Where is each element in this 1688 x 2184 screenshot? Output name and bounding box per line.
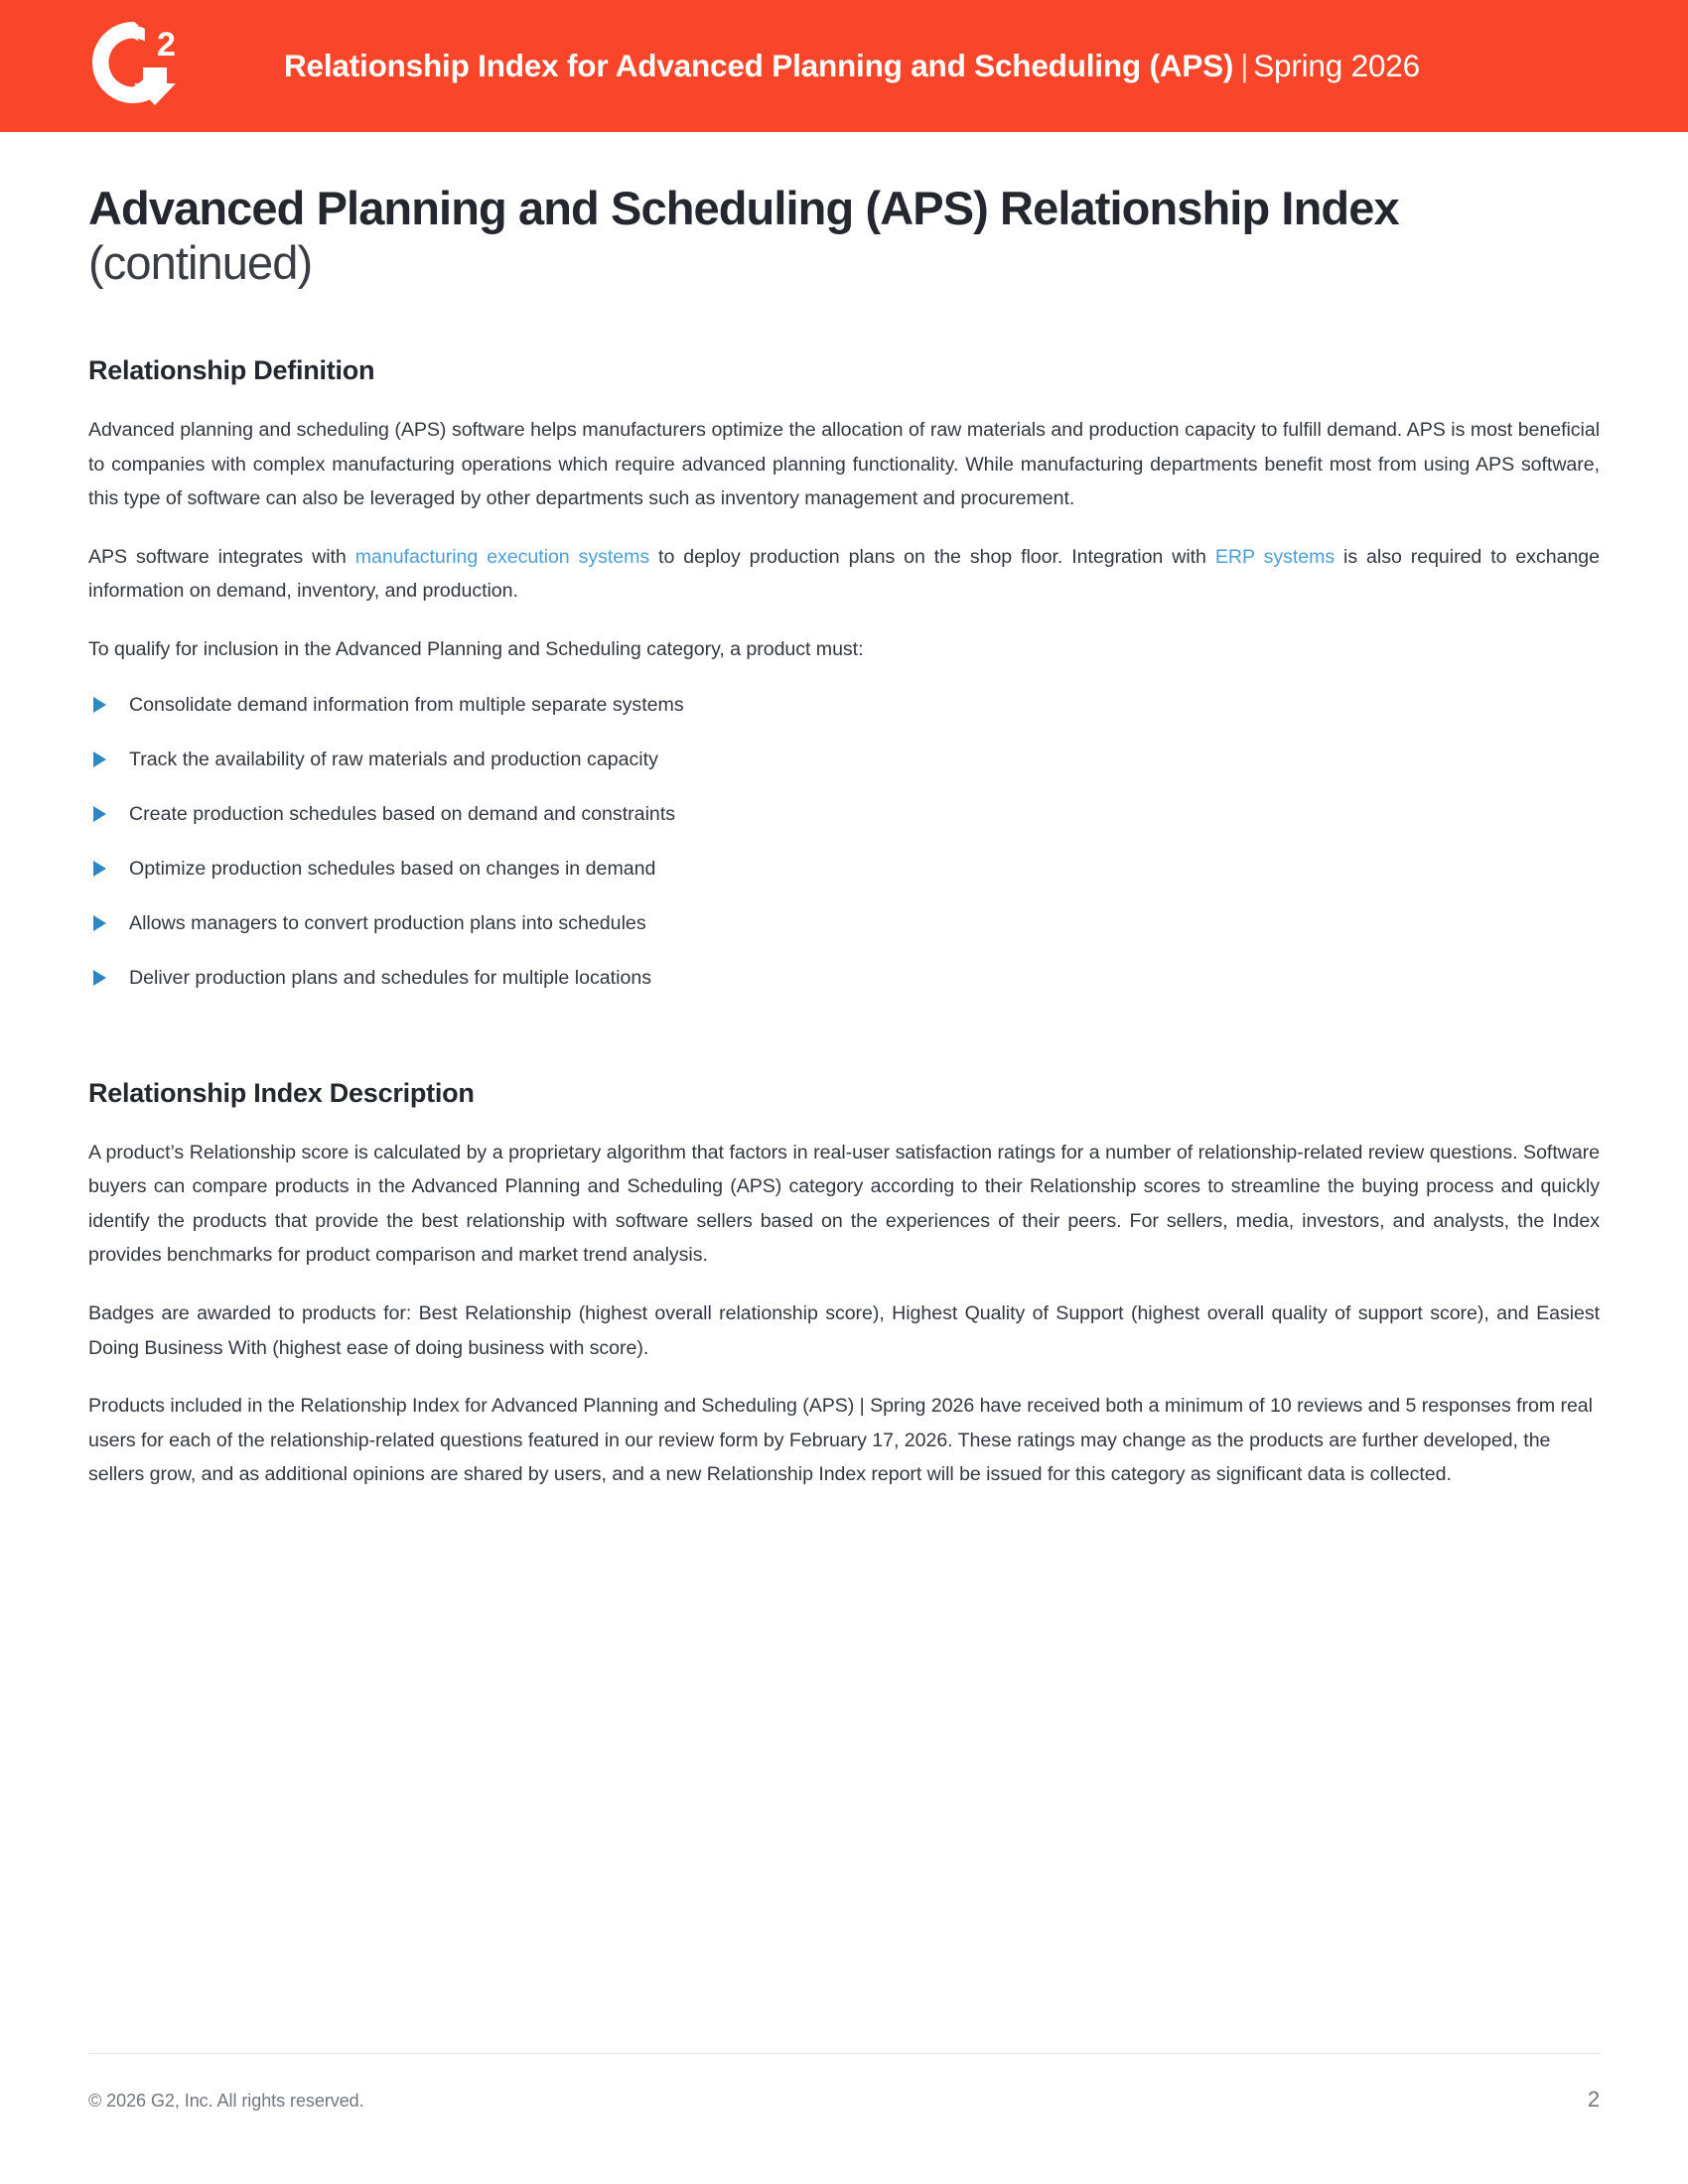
svg-text:2: 2 xyxy=(157,26,176,64)
description-paragraph-2: Badges are awarded to products for: Best Relationship (highest overall relationship score), Highest Quality of Support (highest overall quality of support score), and Easiest Doing Business With (highest ease of doing business with score). xyxy=(88,1301,1600,1359)
criteria-label: Create production schedules based on demand and constraints xyxy=(129,802,676,825)
header-title-bold: Relationship Index for Advanced Planning and Scheduling (APS) xyxy=(284,48,1234,83)
paragraph-2-text-part-1: APS software integrates with xyxy=(88,545,355,568)
triangle-bullet-icon xyxy=(93,697,106,713)
criteria-label: Allows managers to convert production plans into schedules xyxy=(129,911,646,934)
qualify-intro-text: To qualify for inclusion in the Advanced Planning and Scheduling category, a product must: xyxy=(88,638,864,660)
footer-row xyxy=(88,2054,1600,2113)
list-item xyxy=(88,965,1600,991)
list-item xyxy=(88,801,1600,827)
triangle-bullet-icon xyxy=(93,970,106,986)
relationship-definition-heading: Relationship Definition xyxy=(88,355,375,386)
header-title-separator: | xyxy=(1240,48,1249,83)
page-title-continued: (continued) xyxy=(88,235,313,289)
page-footer xyxy=(88,2053,1600,2113)
page-content xyxy=(88,132,1600,1492)
paragraph-2-text-part-2: to deploy production plans on the shop floor. Integration with xyxy=(649,545,1215,568)
relationship-definition-paragraph-2 xyxy=(88,516,1600,609)
list-item xyxy=(88,910,1600,936)
g2-logo-icon xyxy=(83,16,183,115)
list-item xyxy=(88,747,1600,772)
relationship-index-description-heading: Relationship Index Description xyxy=(88,1077,475,1108)
page-header xyxy=(0,0,1688,132)
paragraph-2-text-part-3: is also required to exchange information on demand, inventory, and production. xyxy=(88,545,1600,603)
criteria-label: Consolidate demand information from multiple separate systems xyxy=(129,693,684,716)
criteria-label: Track the availability of raw materials and production capacity xyxy=(129,748,658,770)
list-item xyxy=(88,692,1600,718)
header-title xyxy=(284,0,1420,132)
triangle-bullet-icon xyxy=(93,861,106,877)
page-title-main: Advanced Planning and Scheduling (APS) Relationship Index xyxy=(88,182,1399,234)
triangle-bullet-icon xyxy=(93,751,106,767)
criteria-label: Optimize production schedules based on changes in demand xyxy=(129,857,656,880)
relationship-definition-paragraph-1: Advanced planning and scheduling (APS) software helps manufacturers optimize the allocation of raw materials and production capacity to fulfill demand. APS is most beneficial to companies with complex manufacturing operations which require advanced planning functionality. While manufacturing departments benefit most from using APS software, this type of software can also be leveraged by other departments such as inventory management and procurement. xyxy=(88,419,1600,510)
link-manufacturing-execution-systems[interactable]: manufacturing execution systems xyxy=(354,545,650,568)
triangle-bullet-icon xyxy=(93,806,106,822)
list-item xyxy=(88,856,1600,882)
link-erp-systems[interactable]: ERP systems xyxy=(1214,545,1336,568)
page-title xyxy=(88,132,1528,290)
description-paragraph-3: Products included in the Relationship Index for Advanced Planning and Scheduling (APS) | Spring 2026 have received both a minimum of 10 reviews and 5 responses from real users for each of the relationship-related questions featured in our review form by February 17, 2026. These ratings may change as the products are further developed, the sellers grow, and as additional opinions are shared by users, and a new Relationship Index report will be issued for this category as significant data is collected. xyxy=(88,1395,1593,1486)
page-number: 2 xyxy=(1587,2087,1600,2112)
header-title-season: Spring 2026 xyxy=(1253,48,1420,83)
qualification-criteria-list xyxy=(88,667,1600,991)
copyright-text: © 2026 G2, Inc. All rights reserved. xyxy=(88,2091,364,2111)
triangle-bullet-icon xyxy=(93,915,106,931)
description-paragraph-1: A product’s Relationship score is calculated by a proprietary algorithm that factors in real-user satisfaction ratings for a number of relationship-related review questions. Software buyers can compare products in the Advanced Planning and Scheduling (APS) category according to their Relationship scores to streamline the buying process and quickly identify the products that provide the best relationship with software sellers based on the experiences of their peers. For sellers, media, investors, and analysts, the Index provides benchmarks for product comparison and market trend analysis. xyxy=(88,1141,1600,1267)
criteria-label: Deliver production plans and schedules for multiple locations xyxy=(129,966,652,989)
